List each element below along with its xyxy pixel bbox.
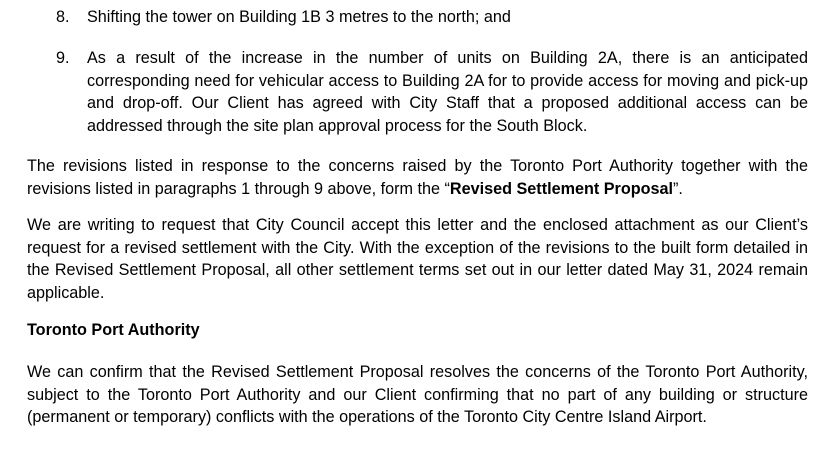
list-item-8	[56, 6, 808, 29]
revisions-text-after: ”.	[673, 179, 683, 198]
list-item-9	[56, 47, 808, 137]
revisions-paragraph	[27, 155, 808, 200]
list-item-text: Shifting the tower on Building 1B 3 metres to the north; and	[87, 8, 511, 26]
list-item-number: 8.	[56, 8, 70, 26]
list-item-number: 9.	[56, 49, 70, 67]
list-item-text: As a result of the increase in the number of units on Building 2A, there is an anticipated corresponding need for vehicular access to Building 2A for to provide access for moving and pick-up and drop-off. Our Client has agreed with City Staff that a proposed additional access can be addressed through the site plan approval process for the South Block.	[87, 49, 808, 135]
revisions-text-before: The revisions listed in response to the concerns raised by the Toronto Port Authority together with the revisions listed in paragraphs 1 through 9 above, form the “	[27, 157, 808, 198]
defined-term-revised-settlement-proposal: Revised Settlement Proposal	[449, 179, 674, 198]
section-heading: Toronto Port Authority	[27, 321, 200, 339]
confirm-paragraph: We can confirm that the Revised Settlement Proposal resolves the concerns of the Toronto Port Authority, subject to the Toronto Port Authority and our Client confirming that no part of any building or structure (permanent or temporary) conflicts with the operations of the Toronto City Centre Island Airport.	[27, 363, 808, 426]
request-paragraph: We are writing to request that City Council accept this letter and the enclosed attachment as our Client’s request for a revised settlement with the City. With the exception of the revisions to the built form detailed in the Revised Settlement Proposal, all other settlement terms set out in our letter dated May 31, 2024 remain applicable.	[27, 216, 808, 302]
